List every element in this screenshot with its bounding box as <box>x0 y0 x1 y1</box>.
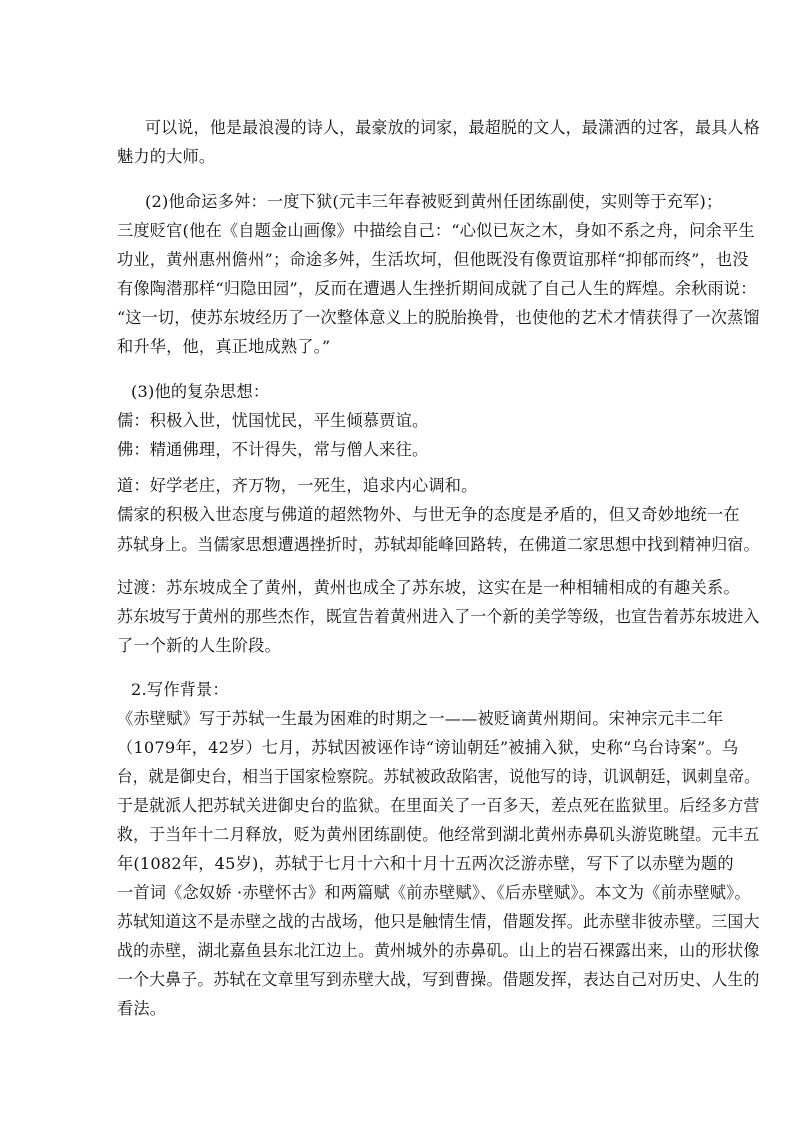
text-line: 可以说，他是最浪漫的诗人，最豪放的词家，最超脱的文人，最潇洒的过客，最具人格 <box>145 118 760 137</box>
text-line: 一个大鼻子。苏轼在文章里写到赤壁大战，写到曹操。借题发挥，表达自己对历史、人生的 <box>117 970 760 989</box>
text-line: 苏东坡写于黄州的那些杰作，既宣告着黄州进入了一个新的美学等级，也宣告着苏东坡进入 <box>117 607 760 626</box>
text-line: 儒家的积极入世态度与佛道的超然物外、与世无争的态度是矛盾的，但又奇妙地统一在 <box>117 505 740 524</box>
text-line: 佛：精通佛理，不计得失，常与僧人来往。 <box>117 440 429 459</box>
text-line: 有像陶潜那样“归隐田园”，反而在遭遇人生挫折期间成就了自己人生的辉煌。余秋雨说： <box>117 279 757 298</box>
text-line: 2.写作背景： <box>131 680 229 699</box>
text-line: 看法。 <box>117 999 167 1018</box>
text-line: 三度贬官(他在《自题金山画像》中描绘自己：“心似已灰之木，身如不系之舟，问余平生 <box>117 221 755 240</box>
text-line: 苏轼身上。当儒家思想遭遇挫折时，苏轼却能峰回路转，在佛道二家思想中找到精神归宿。 <box>117 535 760 554</box>
text-line: 苏轼知道这不是赤壁之战的古战场，他只是触情生情，借题发挥。此赤壁非彼赤壁。三国大 <box>117 912 760 931</box>
text-line: 救，于当年十二月释放，贬为黄州团练副使。他经常到湖北黄州赤鼻矶头游览眺望。元丰五 <box>117 825 760 844</box>
text-line: 了一个新的人生阶段。 <box>117 636 281 655</box>
text-line: 道：好学老庄，齐万物，一死生，追求内心调和。 <box>117 476 478 495</box>
text-line: 功业，黄州惠州儋州”；命途多舛，生活坎坷，但他既没有像贾谊那样“抑郁而终”，也没 <box>117 250 749 269</box>
text-line: 于是就派人把苏轼关进御史台的监狱。在里面关了一百多天，差点死在监狱里。后经多方营 <box>117 796 760 815</box>
text-line: (2)他命运多舛：一度下狱(元丰三年春被贬到黄州任团练副使，实则等于充军)； <box>145 192 723 211</box>
text-line: 过渡：苏东坡成全了黄州，黄州也成全了苏东坡，这实在是一种相辅相成的有趣关系。 <box>117 578 740 597</box>
text-line: 儒：积极入世，忧国忧民，平生倾慕贾谊。 <box>117 411 429 430</box>
text-line: 战的赤壁，湖北嘉鱼县东北江边上。黄州城外的赤鼻矶。山上的岩石裸露出来，山的形状像 <box>117 941 760 960</box>
text-line: 台，就是御史台，相当于国家检察院。苏轼被政敌陷害，说他写的诗，讥讽朝廷，讽刺皇帝。 <box>117 767 760 786</box>
text-line: “这一切，使苏东坡经历了一次整体意义上的脱胎换骨，也使他的艺术才情获得了一次蒸馏 <box>117 308 760 327</box>
text-line: 一首词《念奴娇 ·赤壁怀古》和两篇赋《前赤壁赋》、《后赤壁赋》。本文为《前赤壁赋》。 <box>117 883 751 902</box>
text-line: (3)他的复杂思想： <box>131 382 270 401</box>
text-line: 年(1082年，45岁)，苏轼于七月十六和十月十五两次泛游赤壁，写下了以赤壁为题的 <box>117 854 734 873</box>
text-line: 《赤壁赋》写于苏轼一生最为困难的时期之一——被贬谪黄州期间。宋神宗元丰二年 <box>117 709 724 728</box>
text-line: 和升华，他，真正地成熟了。” <box>117 337 331 356</box>
text-line: 魅力的大师。 <box>117 147 216 166</box>
text-line: （1079年，42岁）七月，苏轼因被诬作诗“谤讪朝廷”被捕入狱，史称“乌台诗案”。乌 <box>117 738 739 757</box>
